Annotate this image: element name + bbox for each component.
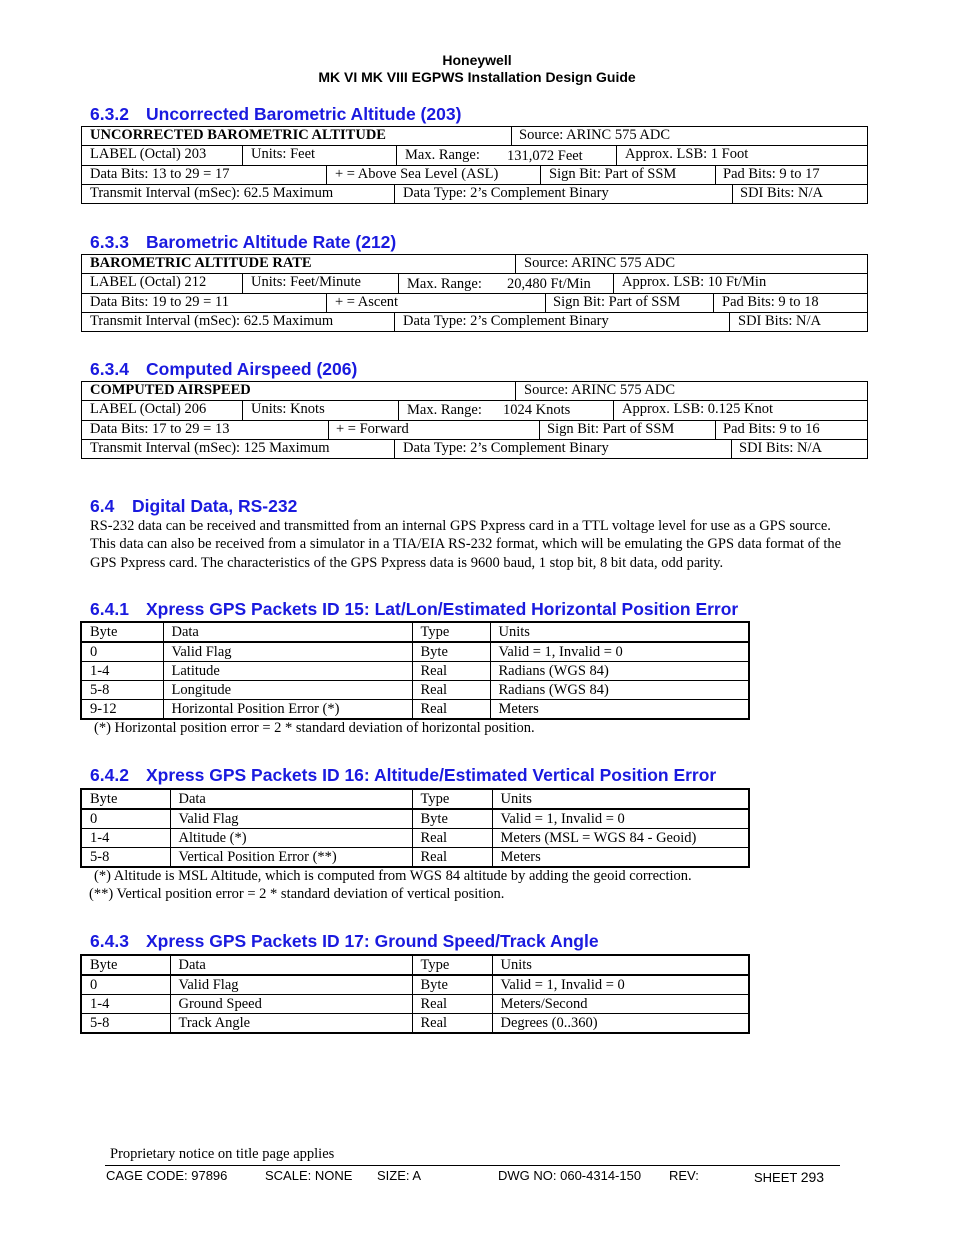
section-title: Digital Data, RS-232 — [132, 496, 298, 516]
sdi-bits: SDI Bits: N/A — [740, 185, 823, 201]
cell-byte: 1-4 — [81, 995, 170, 1014]
scale: SCALE: NONE — [265, 1168, 353, 1183]
cell-units: Meters — [492, 848, 749, 868]
cell-data: Ground Speed — [170, 995, 412, 1014]
data-bits: Data Bits: 13 to 29 = 17 — [90, 166, 230, 182]
header-data: Data — [170, 955, 412, 975]
sign-bit: Sign Bit: Part of SSM — [549, 166, 677, 182]
section-title: Barometric Altitude Rate (212) — [146, 232, 397, 252]
cell-type: Real — [412, 1014, 492, 1034]
revision: REV: — [669, 1168, 699, 1183]
table-row — [81, 642, 749, 662]
transmit-interval: Transmit Interval (mSec): 62.5 Maximum — [90, 185, 334, 201]
source: Source: ARINC 575 ADC — [519, 127, 671, 143]
word-name: BAROMETRIC ALTITUDE RATE — [90, 255, 312, 271]
section-title: Uncorrected Barometric Altitude (203) — [146, 104, 462, 124]
section-heading-642 — [90, 765, 716, 786]
section-heading-634 — [90, 359, 357, 380]
header-data: Data — [163, 622, 412, 642]
cell-type: Real — [412, 829, 492, 848]
table-header-row — [81, 955, 749, 975]
data-bits: Data Bits: 17 to 29 = 13 — [90, 421, 230, 437]
company-name: Honeywell — [442, 52, 512, 68]
word-name: UNCORRECTED BAROMETRIC ALTITUDE — [90, 127, 386, 143]
cell-data: Horizontal Position Error (*) — [163, 700, 412, 720]
section-title: Xpress GPS Packets ID 17: Ground Speed/Track Angle — [146, 931, 599, 951]
section-heading-64 — [90, 496, 297, 517]
cell-byte: 0 — [81, 975, 170, 995]
table-header-row — [81, 622, 749, 642]
cell-type: Byte — [412, 809, 492, 829]
cell-units: Meters (MSL = WGS 84 - Geoid) — [492, 829, 749, 848]
word-name: COMPUTED AIRSPEED — [90, 382, 251, 398]
table-row — [81, 809, 749, 829]
cell-type: Byte — [412, 642, 490, 662]
section-number: 6.3.2 — [90, 104, 129, 124]
approx-lsb: Approx. LSB: 0.125 Knot — [622, 401, 774, 417]
units: Units: Knots — [251, 401, 325, 417]
cell-byte: 1-4 — [81, 829, 170, 848]
cell-type: Real — [412, 662, 490, 681]
cell-units: Valid = 1, Invalid = 0 — [492, 809, 749, 829]
max-range-value: 131,072 Feet — [507, 148, 583, 164]
sign-bit: Sign Bit: Part of SSM — [547, 421, 675, 437]
proprietary-notice: Proprietary notice on title page applies — [110, 1146, 335, 1162]
header-type: Type — [412, 955, 492, 975]
cell-type: Real — [412, 700, 490, 720]
cell-byte: 5-8 — [81, 848, 170, 868]
pad-bits: Pad Bits: 9 to 17 — [723, 166, 820, 182]
table-row — [81, 1014, 749, 1034]
cell-data: Valid Flag — [170, 809, 412, 829]
section-heading-633 — [90, 232, 396, 253]
size: SIZE: A — [377, 1168, 422, 1183]
table-footnote: (*) Altitude is MSL Altitude, which is computed from WGS 84 altitude by adding the geoid correction. — [94, 868, 692, 884]
section-title: Xpress GPS Packets ID 16: Altitude/Estimated Vertical Position Error — [146, 765, 717, 785]
max-range-value: 1024 Knots — [503, 402, 571, 418]
sense: + = Above Sea Level (ASL) — [335, 166, 499, 182]
cell-data: Valid Flag — [170, 975, 412, 995]
pad-bits: Pad Bits: 9 to 16 — [723, 421, 820, 437]
cell-type: Real — [412, 995, 492, 1014]
source: Source: ARINC 575 ADC — [524, 255, 676, 271]
max-range-label: Max. Range: — [405, 147, 480, 163]
drawing-number: DWG NO: 060-4314-150 — [498, 1168, 642, 1183]
packet-table-id15 — [80, 621, 750, 720]
cell-data: Altitude (*) — [170, 829, 412, 848]
cell-units: Radians (WGS 84) — [490, 662, 749, 681]
max-range-label: Max. Range: — [407, 276, 482, 292]
label-octal: LABEL (Octal) 203 — [90, 146, 207, 162]
section-number: 6.3.3 — [90, 232, 129, 252]
section-heading-641 — [90, 599, 738, 620]
header-units: Units — [490, 622, 749, 642]
table-row — [81, 681, 749, 700]
section-title: Xpress GPS Packets ID 15: Lat/Lon/Estimated Horizontal Position Error — [146, 599, 739, 619]
header-type: Type — [412, 622, 490, 642]
cell-data: Latitude — [163, 662, 412, 681]
data-type: Data Type: 2’s Complement Binary — [403, 185, 609, 201]
section-number: 6.4.2 — [90, 765, 129, 785]
packet-table-id16 — [80, 788, 750, 868]
table-row — [81, 975, 749, 995]
cell-byte: 1-4 — [81, 662, 163, 681]
table-row — [81, 848, 749, 868]
sheet-text: SHEET — [754, 1170, 798, 1185]
units: Units: Feet — [251, 146, 316, 162]
label-octal: LABEL (Octal) 206 — [90, 401, 207, 417]
table-footnote: (*) Horizontal position error = 2 * standard deviation of horizontal position. — [94, 720, 535, 736]
header-byte: Byte — [81, 789, 170, 809]
table-row — [81, 829, 749, 848]
header-data: Data — [170, 789, 412, 809]
section-number: 6.3.4 — [90, 359, 129, 379]
approx-lsb: Approx. LSB: 10 Ft/Min — [622, 274, 767, 290]
cage-code: CAGE CODE: 97896 — [106, 1168, 228, 1183]
data-type: Data Type: 2’s Complement Binary — [403, 440, 609, 456]
source: Source: ARINC 575 ADC — [524, 382, 676, 398]
cell-units: Valid = 1, Invalid = 0 — [490, 642, 749, 662]
table-header-row — [81, 789, 749, 809]
cell-byte: 0 — [81, 642, 163, 662]
table-footnote: (**) Vertical position error = 2 * standard deviation of vertical position. — [89, 886, 505, 902]
section-number: 6.4.1 — [90, 599, 129, 619]
approx-lsb: Approx. LSB: 1 Foot — [625, 146, 749, 162]
sheet-label — [754, 1169, 824, 1185]
header-units: Units — [492, 789, 749, 809]
header-type: Type — [412, 789, 492, 809]
section-number: 6.4 — [90, 496, 115, 516]
transmit-interval: Transmit Interval (mSec): 125 Maximum — [90, 440, 330, 456]
cell-byte: 0 — [81, 809, 170, 829]
cell-byte: 9-12 — [81, 700, 163, 720]
cell-type: Byte — [412, 975, 492, 995]
sense: + = Ascent — [335, 294, 399, 310]
transmit-interval: Transmit Interval (mSec): 62.5 Maximum — [90, 313, 334, 329]
cell-units: Meters/Second — [492, 995, 749, 1014]
table-row — [81, 662, 749, 681]
cell-units: Radians (WGS 84) — [490, 681, 749, 700]
max-range-label: Max. Range: — [407, 402, 482, 418]
section-heading-643 — [90, 931, 599, 952]
footer-rule — [105, 1165, 840, 1166]
cell-units: Valid = 1, Invalid = 0 — [492, 975, 749, 995]
cell-units: Degrees (0..360) — [492, 1014, 749, 1034]
sheet-number: 293 — [800, 1169, 825, 1185]
header-units: Units — [492, 955, 749, 975]
sdi-bits: SDI Bits: N/A — [739, 440, 822, 456]
document-title: MK VI MK VIII EGPWS Installation Design Guide — [318, 69, 636, 85]
max-range-value: 20,480 Ft/Min — [507, 276, 591, 292]
units: Units: Feet/Minute — [251, 274, 361, 290]
cell-data: Vertical Position Error (**) — [170, 848, 412, 868]
cell-data: Track Angle — [170, 1014, 412, 1034]
section-number: 6.4.3 — [90, 931, 129, 951]
header-byte: Byte — [81, 955, 170, 975]
sign-bit: Sign Bit: Part of SSM — [553, 294, 681, 310]
sdi-bits: SDI Bits: N/A — [738, 313, 821, 329]
cell-data: Longitude — [163, 681, 412, 700]
cell-type: Real — [412, 681, 490, 700]
data-bits: Data Bits: 19 to 29 = 11 — [90, 294, 229, 310]
cell-data: Valid Flag — [163, 642, 412, 662]
body-paragraph: RS-232 data can be received and transmitted from an internal GPS Pxpress card in a TTL voltage level for use as a GPS source. This data can also be received from a simulator in a TIA/EIA RS-232 format, which will be emulating the GPS data format of the GPS Pxpress card. The characteristics of the GPS Pxpress data is 9600 baud, 1 stop bit, 8 bit data, odd parity. — [90, 518, 842, 571]
cell-type: Real — [412, 848, 492, 868]
header-byte: Byte — [81, 622, 163, 642]
cell-units: Meters — [490, 700, 749, 720]
data-type: Data Type: 2’s Complement Binary — [403, 313, 609, 329]
table-row — [81, 700, 749, 720]
sense: + = Forward — [336, 421, 409, 437]
packet-table-id17 — [80, 954, 750, 1034]
section-heading-632 — [90, 104, 461, 125]
cell-byte: 5-8 — [81, 1014, 170, 1034]
label-octal: LABEL (Octal) 212 — [90, 274, 207, 290]
section-title: Computed Airspeed (206) — [146, 359, 358, 379]
cell-byte: 5-8 — [81, 681, 163, 700]
table-row — [81, 995, 749, 1014]
pad-bits: Pad Bits: 9 to 18 — [722, 294, 819, 310]
